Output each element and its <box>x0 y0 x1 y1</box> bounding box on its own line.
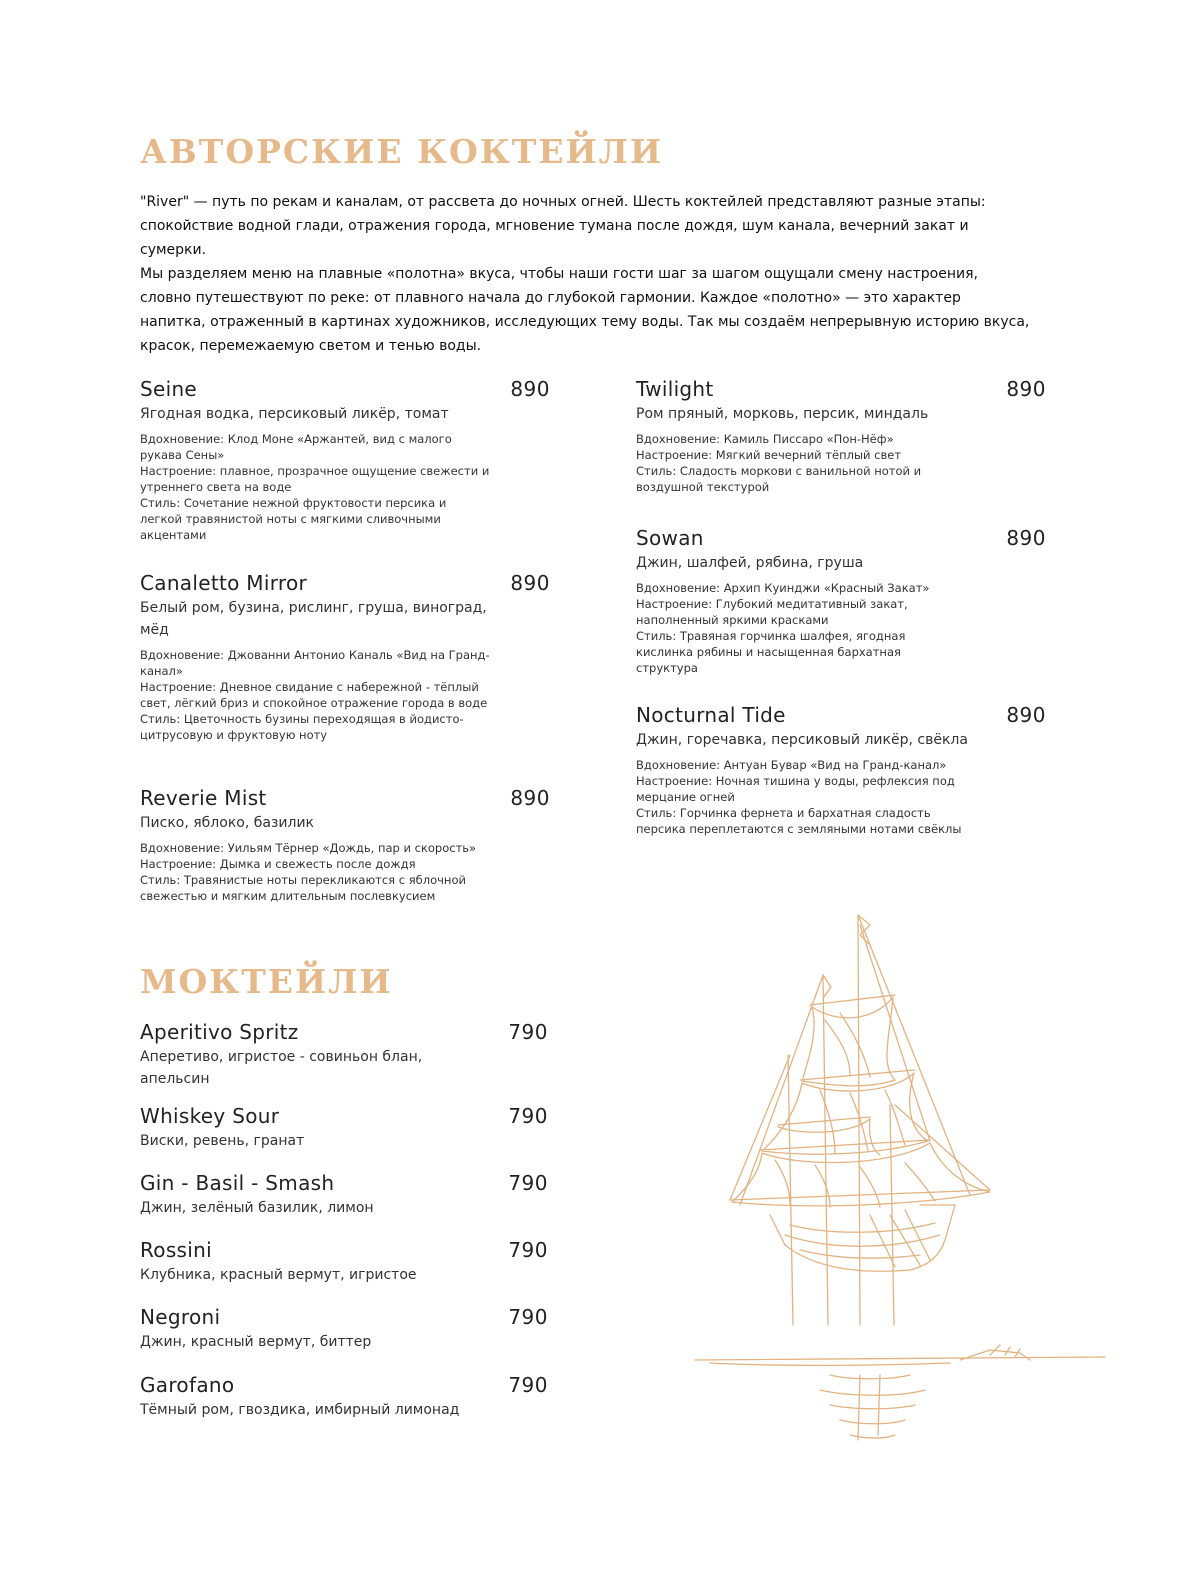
mocktail-price: 790 <box>508 1020 548 1044</box>
cocktail-mood: Настроение: Ночная тишина у воды, рефлексия под мерцание огней <box>636 774 955 804</box>
mocktail-price: 790 <box>508 1104 548 1128</box>
cocktail-name: Reverie Mist <box>140 786 267 810</box>
mocktail-ingredients: Тёмный ром, гвоздика, имбирный лимонад <box>140 1402 460 1418</box>
mocktail-ingredients: Джин, красный вермут, биттер <box>140 1334 372 1350</box>
sailing-ship-icon <box>690 905 1115 1450</box>
cocktail-style: Стиль: Сладость моркови с ванильной нотой и воздушной текстурой <box>636 464 922 494</box>
cocktail-price: 890 <box>1006 703 1046 727</box>
mocktail-name: Negroni <box>140 1305 221 1329</box>
mocktail-ingredients: Джин, зелёный базилик, лимон <box>140 1200 374 1216</box>
mocktail-price: 790 <box>508 1171 548 1195</box>
cocktail-inspiration: Вдохновение: Камиль Писсаро «Пон-Нёф» <box>636 432 894 446</box>
cocktail-style: Стиль: Горчинка фернета и бархатная сладость персика переплетаются с земляными нотами свёклы <box>636 806 962 836</box>
cocktail-price: 890 <box>510 571 550 595</box>
cocktail-inspiration: Вдохновение: Антуан Бувар «Вид на Гранд-канал» <box>636 758 947 772</box>
cocktail-ingredients: Писко, яблоко, базилик <box>140 815 314 831</box>
cocktail-inspiration: Вдохновение: Джованни Антонио Каналь «Вид на Гранд-канал» <box>140 648 490 678</box>
cocktail-inspiration: Вдохновение: Уильям Тёрнер «Дождь, пар и скорость» <box>140 841 477 855</box>
cocktail-item-twilight <box>636 377 1046 495</box>
mocktail-price: 790 <box>508 1373 548 1397</box>
cocktail-description <box>140 431 490 543</box>
mocktail-item <box>140 1171 548 1219</box>
cocktail-mood: Настроение: Мягкий вечерний тёплый свет <box>636 448 902 462</box>
cocktail-description <box>140 840 490 904</box>
cocktail-style: Стиль: Травяная горчинка шалфея, ягодная кислинка рябины и насыщенная бархатная структура <box>636 629 906 675</box>
cocktail-item-seine <box>140 377 550 543</box>
cocktail-inspiration: Вдохновение: Архип Куинджи «Красный Закат» <box>636 581 930 595</box>
cocktail-mood: Настроение: Глубокий медитативный закат, наполненный яркими красками <box>636 597 908 627</box>
cocktail-price: 890 <box>510 786 550 810</box>
cocktail-item-nocturnal-tide <box>636 703 1046 837</box>
cocktail-ingredients: Белый ром, бузина, рислинг, груша, виноград, мёд <box>140 600 487 638</box>
cocktail-item-sowan <box>636 526 1046 676</box>
cocktail-description <box>140 647 490 743</box>
cocktail-name: Sowan <box>636 526 704 550</box>
cocktail-description <box>636 580 966 676</box>
mocktail-price: 790 <box>508 1238 548 1262</box>
cocktail-style: Стиль: Травянистые ноты перекликаются с яблочной свежестью и мягким длительным послевкусием <box>140 873 466 903</box>
mocktail-name: Aperitivo Spritz <box>140 1020 299 1044</box>
cocktail-name: Twilight <box>636 377 714 401</box>
cocktail-price: 890 <box>1006 377 1046 401</box>
cocktail-ingredients: Джин, шалфей, рябина, груша <box>636 555 864 571</box>
cocktail-inspiration: Вдохновение: Клод Моне «Аржантей, вид с малого рукава Сены» <box>140 432 452 462</box>
cocktail-ingredients: Ром пряный, морковь, персик, миндаль <box>636 406 929 422</box>
cocktail-style: Стиль: Сочетание нежной фруктовости персика и легкой травянистой ноты с мягкими сливочными акцентами <box>140 496 447 542</box>
mocktail-name: Gin - Basil - Smash <box>140 1171 335 1195</box>
cocktail-mood: Настроение: Дымка и свежесть после дождя <box>140 857 416 871</box>
mocktail-price: 790 <box>508 1305 548 1329</box>
cocktail-description <box>636 431 966 495</box>
cocktail-style: Стиль: Цветочность бузины переходящая в йодисто-цитрусовую и фруктовую ноту <box>140 712 464 742</box>
cocktail-ingredients: Ягодная водка, персиковый ликёр, томат <box>140 406 449 422</box>
mocktail-item <box>140 1238 548 1286</box>
section-title-mocktails: МОКТЕЙЛИ <box>140 962 393 1001</box>
cocktail-mood: Настроение: плавное, прозрачное ощущение свежести и утреннего света на воде <box>140 464 490 494</box>
cocktail-name: Nocturnal Tide <box>636 703 786 727</box>
intro-text <box>140 190 1030 358</box>
cocktail-price: 890 <box>1006 526 1046 550</box>
cocktail-name: Seine <box>140 377 198 401</box>
mocktail-item <box>140 1104 548 1152</box>
intro-paragraph-2: Мы разделяем меню на плавные «полотна» вкуса, чтобы наши гости шаг за шагом ощущали смену настроения, словно путешествуют по реке: от плавного начала до глубокой гармонии. Каждое «полотно» — это характер напитка, отраженный в картинах художников, исследующих тему воды. Так мы создаём непрерывную историю вкуса, красок, перемежаемую светом и тенью воды. <box>140 266 1030 354</box>
mocktail-item <box>140 1305 548 1353</box>
mocktail-name: Rossini <box>140 1238 212 1262</box>
mocktail-name: Whiskey Sour <box>140 1104 280 1128</box>
cocktail-mood: Настроение: Дневное свидание с набережной - тёплый свет, лёгкий бриз и спокойное отражение города в воде <box>140 680 488 710</box>
cocktail-price: 890 <box>510 377 550 401</box>
mocktail-item <box>140 1373 548 1421</box>
mocktail-name: Garofano <box>140 1373 235 1397</box>
mocktail-ingredients: Аперетиво, игристое - совиньон блан, апельсин <box>140 1049 423 1087</box>
mocktail-ingredients: Клубника, красный вермут, игристое <box>140 1267 417 1283</box>
section-title-signature-cocktails: АВТОРСКИЕ КОКТЕЙЛИ <box>140 132 664 171</box>
intro-paragraph-1: "River" — путь по рекам и каналам, от рассвета до ночных огней. Шесть коктейлей представляют разные этапы: спокойствие водной глади, отражения города, мгновение тумана после дождя, шум канала, вечерний закат и сумерки. <box>140 194 986 258</box>
cocktail-item-canaletto-mirror <box>140 571 550 743</box>
cocktail-ingredients: Джин, горечавка, персиковый ликёр, свёкла <box>636 732 968 748</box>
cocktail-item-reverie-mist <box>140 786 550 904</box>
cocktail-description <box>636 757 966 837</box>
cocktail-name: Canaletto Mirror <box>140 571 308 595</box>
mocktail-item <box>140 1020 548 1090</box>
mocktail-ingredients: Виски, ревень, гранат <box>140 1133 305 1149</box>
